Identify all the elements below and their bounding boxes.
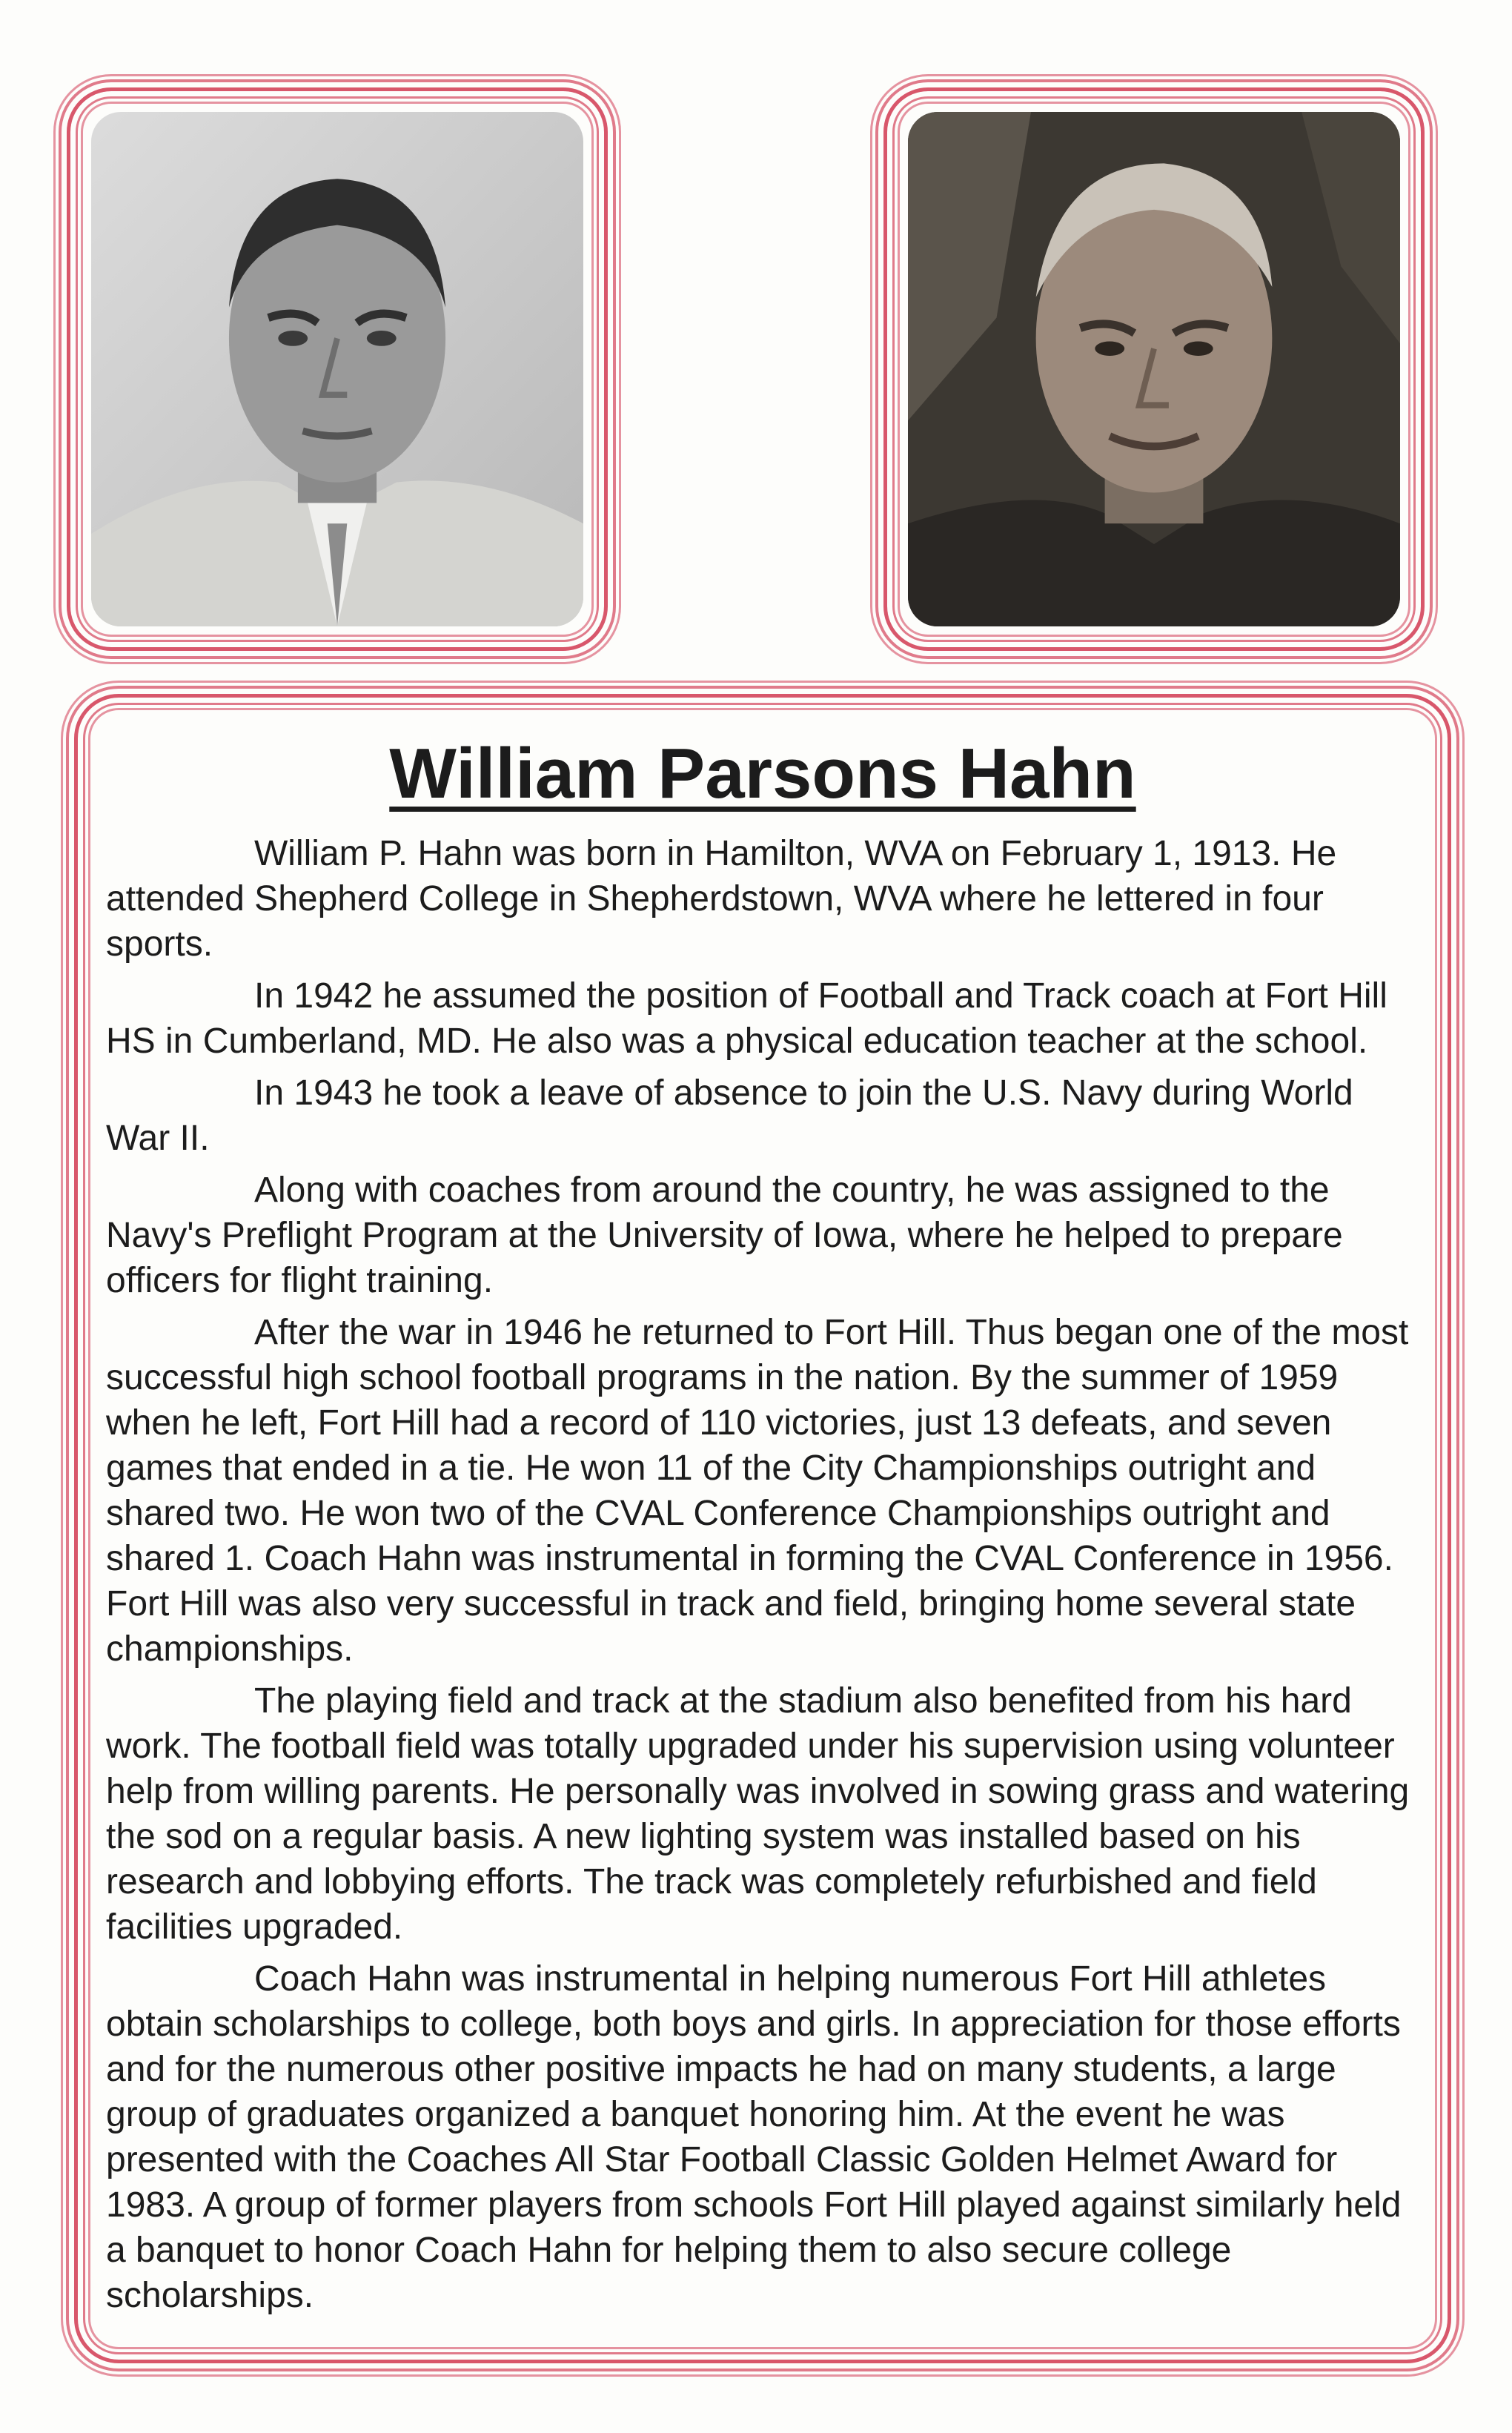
paragraph-scholarships: Coach Hahn was instrumental in helping numerous Fort Hill athletes obtain scholarships to college, both boys and girls. In appreciation for those efforts and for the numerous other positive impacts he had on many students, a large group of graduates organized a banquet honoring him. At the event he was presented with the Coaches All Star Football Classic Golden Helmet Award for 1983. A group of former players from schools Fort Hill played against similarly held a banquet to honor Coach Hahn for helping them to also secure college scholarships. xyxy=(106,1959,1402,2315)
paragraph-stadium: The playing field and track at the stadium also benefited from his hard work. The football field was totally upgraded under his supervision using volunteer help from willing parents. He personally was involved in sowing grass and watering the sod on a regular basis. A new lighting system was installed based on his research and lobbying efforts. The track was completely refurbished and field facilities upgraded. xyxy=(106,1681,1410,1947)
paragraph-record: After the war in 1946 he returned to Fort Hill. Thus began one of the most successful high school football programs in the nation. By the summer of 1959 when he left, Fort Hill had a record of 110 victories, just 13 defeats, and seven games that ended in a tie. He won 11 of the City Championships outright and shared two. He won two of the CVAL Conference Championships outright and shared 1. Coach Hahn was instrumental in forming the CVAL Conference in 1956. Fort Hill was also very successful in track and field, bringing home several state championships. xyxy=(106,1312,1409,1669)
paragraph-coaching-start: In 1942 he assumed the position of Football and Track coach at Fort Hill HS in Cumberland, MD. He also was a physical education teacher at the school. xyxy=(106,976,1387,1061)
biography-frame xyxy=(74,694,1451,2363)
paragraph-navy: In 1943 he took a leave of absence to join the U.S. Navy during World War II. xyxy=(106,1073,1353,1158)
paragraph-preflight: Along with coaches from around the country, he was assigned to the Navy's Preflight Program at the University of Iowa, where he helped to prepare officers for flight training. xyxy=(106,1170,1343,1300)
portrait-photo-young xyxy=(91,112,583,626)
page-title: William Parsons Hahn xyxy=(389,734,1136,813)
photo-frame-older xyxy=(883,87,1425,651)
paragraph-birth: William P. Hahn was born in Hamilton, WVA on February 1, 1913. He attended Shepherd College in Shepherdstown, WVA where he lettered in four sports. xyxy=(106,833,1337,964)
biography-content xyxy=(106,720,1419,2337)
biography-text xyxy=(106,831,1419,2318)
photo-frame-young xyxy=(67,87,608,651)
portrait-photo-older xyxy=(908,112,1400,626)
